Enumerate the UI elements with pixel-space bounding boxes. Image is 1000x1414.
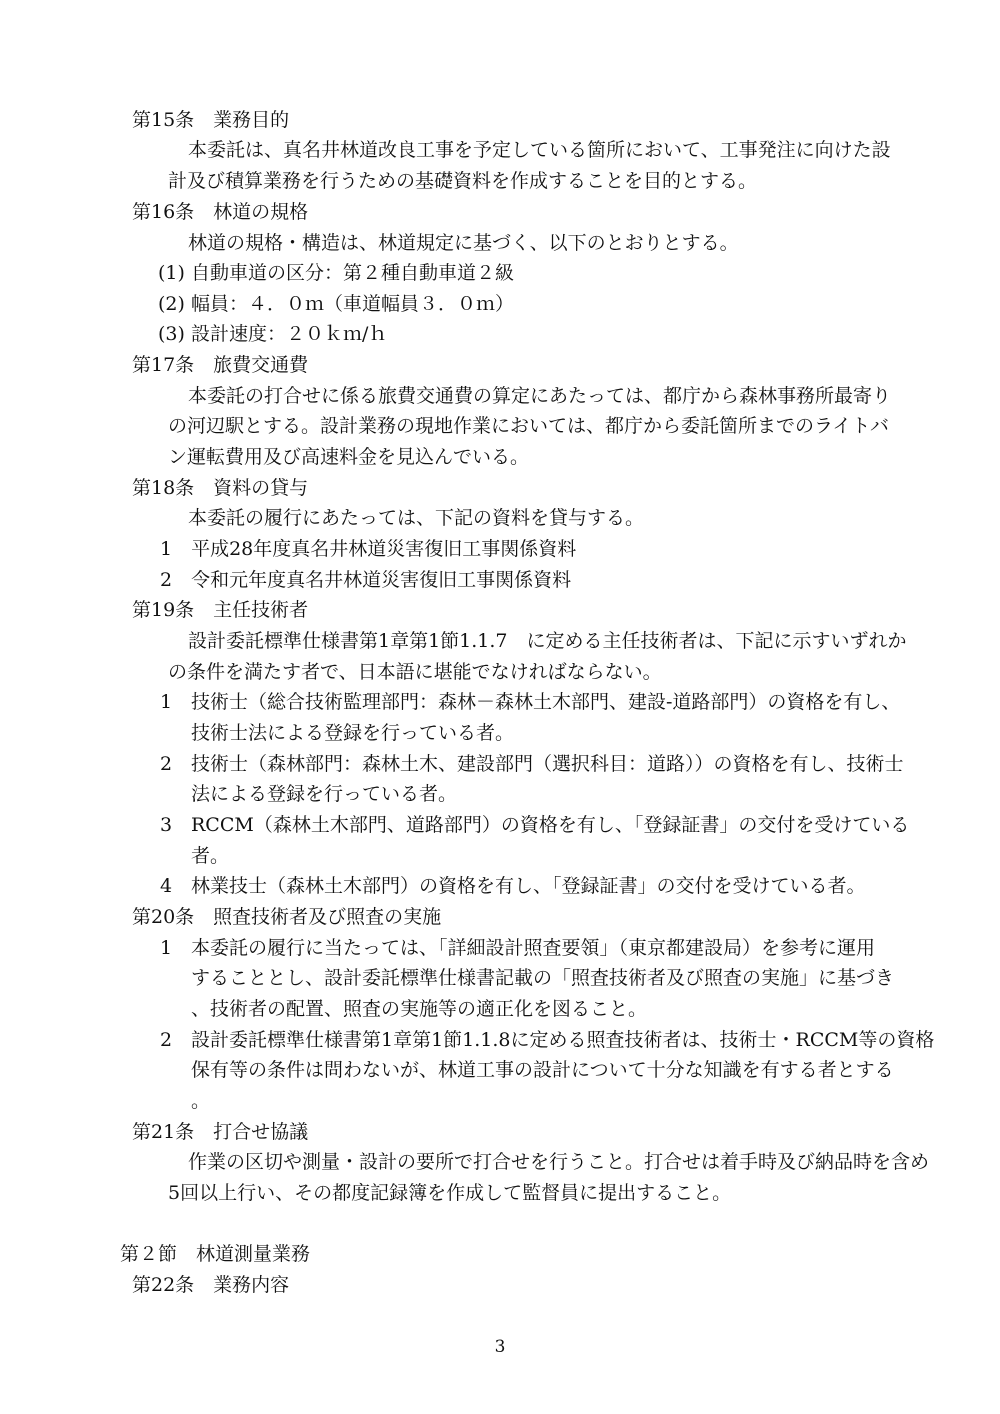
- article-17-text-line-2: の河辺駅とする。設計業務の現地作業においては、都庁から委託箇所までのライトバ: [168, 415, 890, 437]
- article-19-item-2-line-2: 法による登録を行っている者。: [191, 783, 458, 805]
- article-20-item-2-number: 2: [160, 1029, 173, 1051]
- article-19-item-4-line-1: 林業技士（森林土木部門）の資格を有し、「登録証書」の交付を受けている者。: [191, 875, 866, 897]
- article-16-item-1: (1) 自動車道の区分：第２種自動車道２級: [158, 262, 514, 284]
- article-21-text-line-1: 作業の区切や測量・設計の要所で打合せを行うこと。打合せは着手時及び納品時を含め: [188, 1151, 930, 1173]
- article-19-item-1-line-2: 技術士法による登録を行っている者。: [191, 722, 515, 744]
- article-19-item-3-line-2: 者。: [191, 845, 230, 867]
- article-19-item-2-line-1: 技術士（森林部門：森林土木、建設部門（選択科目：道路））の資格を有し、技術士: [191, 753, 904, 775]
- article-20-item-1-number: 1: [160, 937, 173, 959]
- article-20-item-1-line-1: 本委託の履行に当たっては、「詳細設計照査要領」（東京都建設局）を参考に運用: [191, 937, 876, 959]
- article-18-item-1: 1 平成28年度真名井林道災害復旧工事関係資料: [160, 538, 577, 560]
- article-16-item-2: (2) 幅員：４．０ｍ（車道幅員３．０ｍ）: [158, 293, 514, 315]
- article-19-text-line-2: の条件を満たす者で、日本語に堪能でなければならない。: [168, 661, 662, 683]
- article-17-text-line-3: ン運転費用及び高速料金を見込んでいる。: [168, 446, 530, 468]
- article-15-heading: 第15条 業務目的: [132, 109, 290, 131]
- page-number: 3: [494, 1337, 506, 1357]
- article-15-text-line-1: 本委託は、真名井林道改良工事を予定している箇所において、工事発注に向けた設: [188, 139, 891, 161]
- article-20-item-2-line-1: 設計委託標準仕様書第1章第1節1.1.8に定める照査技術者は、技術士・RCCM等の資格: [191, 1029, 935, 1051]
- article-17-text-line-1: 本委託の打合せに係る旅費交通費の算定にあたっては、都庁から森林事務所最寄り: [188, 385, 892, 407]
- article-21-heading: 第21条 打合せ協議: [132, 1121, 309, 1143]
- article-18-text: 本委託の履行にあたっては、下記の資料を貸与する。: [188, 507, 645, 529]
- article-19-item-2-number: 2: [160, 753, 173, 775]
- article-15-text-line-2: 計及び積算業務を行うための基礎資料を作成することを目的とする。: [168, 170, 758, 192]
- article-19-item-1-line-1: 技術士（総合技術監理部門：森林－森林土木部門、建設-道路部門）の資格を有し、: [191, 691, 901, 713]
- article-19-text-line-1: 設計委託標準仕様書第1章第1節1.1.7 に定める主任技術者は、下記に示すいずれか: [188, 630, 907, 652]
- article-21-text-line-2: 5回以上行い、その都度記録簿を作成して監督員に提出すること。: [168, 1182, 732, 1204]
- article-22-heading: 第22条 業務内容: [132, 1274, 290, 1296]
- article-16-heading: 第16条 林道の規格: [132, 201, 309, 223]
- article-20-heading: 第20条 照査技術者及び照査の実施: [132, 906, 442, 928]
- section-2-heading: 第２節 林道測量業務: [120, 1243, 311, 1265]
- article-19-item-4-number: 4: [160, 875, 173, 897]
- article-18-item-2: 2 令和元年度真名井林道災害復旧工事関係資料: [160, 569, 572, 591]
- article-20-item-2-line-3: 。: [191, 1090, 211, 1112]
- article-19-item-1-number: 1: [160, 691, 173, 713]
- article-16-text: 林道の規格・構造は、林道規定に基づく、以下のとおりとする。: [188, 232, 739, 254]
- article-16-item-3: (3) 設計速度：２０ｋｍ/ｈ: [158, 323, 388, 345]
- article-19-item-3-line-1: RCCM（森林土木部門、道路部門）の資格を有し、「登録証書」の交付を受けている: [191, 814, 910, 836]
- article-20-item-1-line-2: することとし、設計委託標準仕様書記載の「照査技術者及び照査の実施」に基づき: [191, 967, 895, 989]
- article-17-heading: 第17条 旅費交通費: [132, 354, 309, 376]
- article-18-heading: 第18条 資料の貸与: [132, 477, 309, 499]
- article-19-item-3-number: 3: [160, 814, 173, 836]
- article-20-item-2-line-2: 保有等の条件は問わないが、林道工事の設計について十分な知識を有する者とする: [191, 1059, 894, 1081]
- article-20-item-1-line-3: 、技術者の配置、照査の実施等の適正化を図ること。: [191, 998, 648, 1020]
- article-19-heading: 第19条 主任技術者: [132, 599, 309, 621]
